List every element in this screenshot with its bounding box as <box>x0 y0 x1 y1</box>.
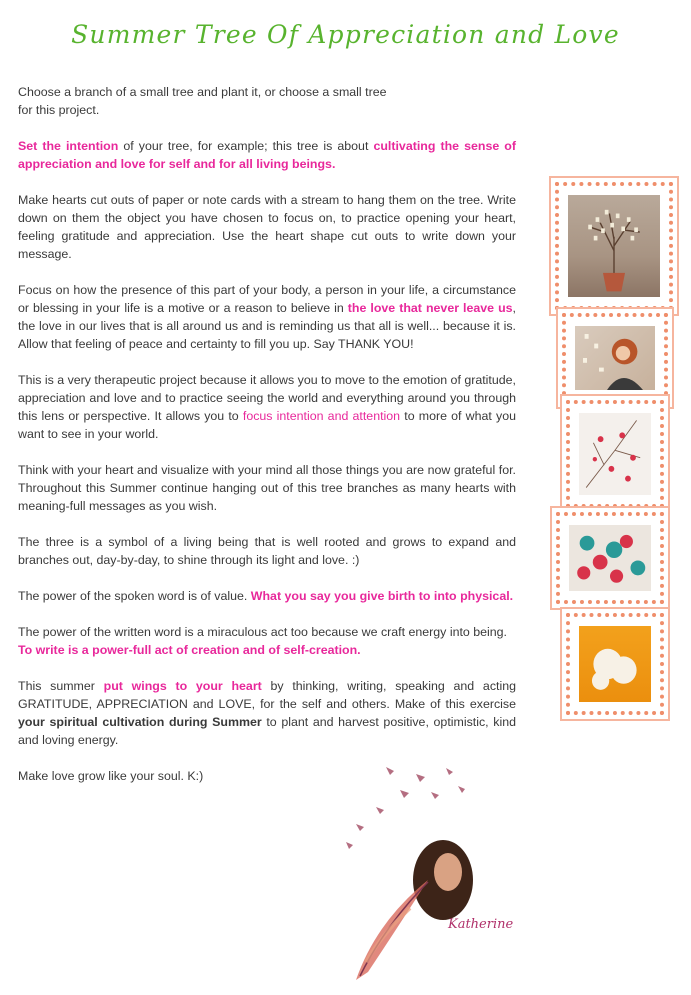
photo-hanging-hearts <box>566 400 664 508</box>
paragraph-tree-symbol: The three is a symbol of a living being that is well rooted and grows to expand and branches out, day-by-day, to shine through its light and love. :) <box>18 535 516 567</box>
paragraph-think: Think with your heart and visualize with your mind all those things you are now grateful for. Throughout this Summer continue hanging out of this tree branches as many hearts with meaning-full messages as you wish. <box>18 463 516 513</box>
highlight-text: the love that never leave us <box>347 301 513 315</box>
highlight-text: Set the intention <box>18 139 119 153</box>
page-title: Summer Tree Of Appreciation and Love <box>71 20 620 49</box>
paragraph-written-word <box>18 623 516 659</box>
signature-katherine: Katherine <box>448 917 514 932</box>
paragraph-spoken-word <box>18 587 516 605</box>
highlight-text: focus intention and attention <box>242 409 401 423</box>
highlight-text: To write is a power-full act of creation and of self-creation. <box>18 643 361 657</box>
paragraph-text: , the love in our lives that is all around us and is reminding us that all is well... because it is. Allow that feeling of peace and certainty to fill you up. Say THANK YOU! <box>18 301 516 351</box>
paragraph-text: Choose a branch of a small tree and plant it, or choose a small tree <box>18 85 387 99</box>
paragraph-text: This summer <box>18 679 104 693</box>
paragraph-hearts: Make hearts cut outs of paper or note cards with a stream to hang them on the tree. Write down on them the object you have chosen to focus on, to practice opening your heart, feeling gratitude and appreciation. Use the heart shape cut outs to write down your message. <box>18 193 516 261</box>
paragraph-text: to more of what you want to see in your world. <box>18 409 517 441</box>
paragraph-text: The power of the spoken word is of value. <box>18 589 251 603</box>
photo-paper-hearts <box>566 613 664 715</box>
article-body <box>18 83 516 803</box>
paragraph-therapeutic <box>18 371 516 443</box>
highlight-text: What you say you give birth to into physical. <box>250 589 514 603</box>
paragraph-text: of your tree, for example; this tree is about <box>118 139 374 153</box>
paragraph-text: to plant and harvest positive, optimistic, kind and loving energy. <box>18 715 516 747</box>
signature-illustration <box>316 762 536 987</box>
highlight-text: put wings to your heart <box>103 679 262 693</box>
paragraph-focus <box>18 281 516 353</box>
paragraph-text: This is a very therapeutic project because it allows you to move to the emotion of gratitude, appreciation and love and to practice seeing the world and everything around you through this lens or perspective. It allows you to <box>18 373 516 423</box>
paragraph-wings <box>18 677 516 749</box>
photo-woman-reading <box>562 313 668 403</box>
paragraph-intention <box>18 137 516 173</box>
paragraph-text: The power of the written word is a miraculous act too because we craft energy into being. <box>18 625 507 639</box>
bold-text: your spiritual cultivation during Summer <box>18 715 262 729</box>
paragraph-choose-branch <box>18 83 516 119</box>
photo-fabric-hearts <box>556 512 664 604</box>
highlight-text: cultivating the sense of appreciation and love for self and for all living beings. <box>18 139 517 171</box>
paragraph-closing: Make love grow like your soul. K:) <box>18 769 204 783</box>
photo-tree-with-notes <box>555 182 673 310</box>
paragraph-text: Focus on how the presence of this part of your body, a person in your life, a circumstance or blessing in your life is a motive or a reason to believe in <box>18 283 516 315</box>
paragraph-text: for this project. <box>18 103 100 117</box>
paragraph-text: by thinking, writing, speaking and acting GRATITUDE, APPRECIATION and LOVE, for the self and others. Make of this exercise <box>18 679 516 711</box>
